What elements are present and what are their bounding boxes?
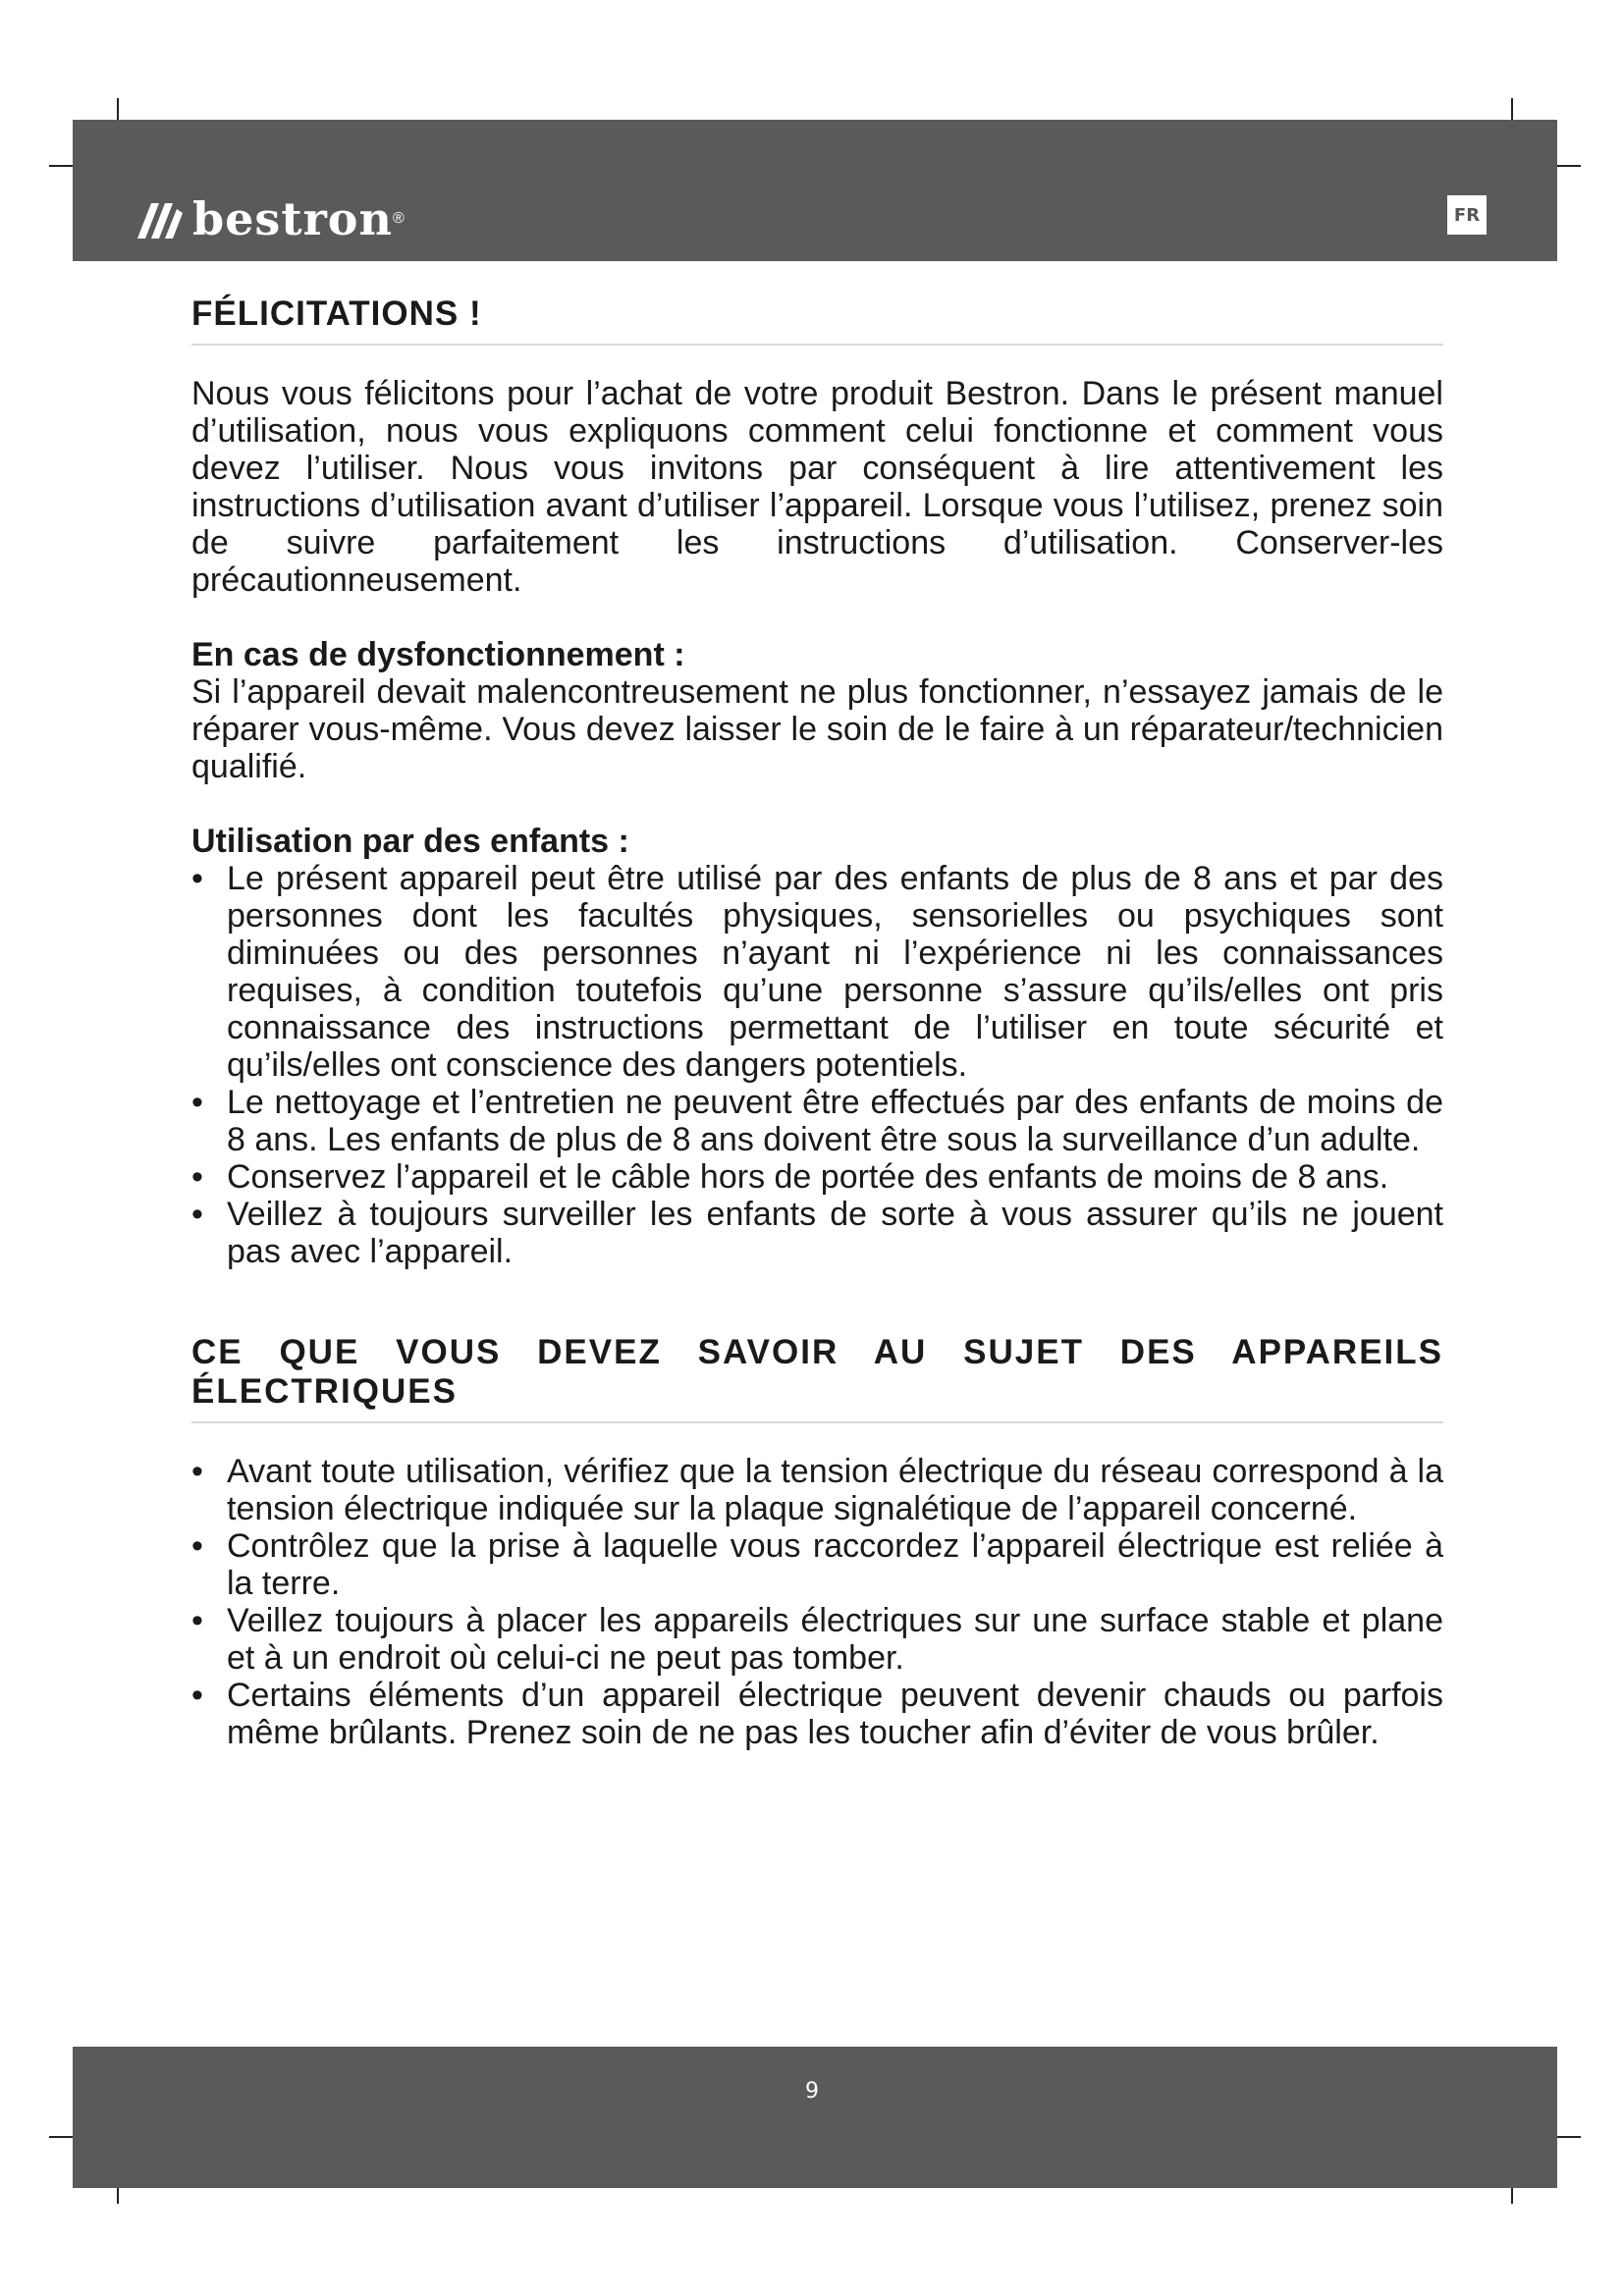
brand-logo: [137, 192, 405, 245]
brand-name: bestron: [192, 192, 393, 245]
list-item: • Conservez l’appareil et le câble hors de portée des enfants de moins de 8 ans.: [191, 1158, 1443, 1196]
brand-chevrons-icon: [137, 199, 185, 239]
list-item: • Avant toute utilisation, vérifiez que la tension électrique du réseau correspond à la tension électrique indiquée sur la plaque signalétique de l’appareil concerné.: [191, 1453, 1443, 1527]
electrical-list: [191, 1453, 1443, 1751]
list-item: • Veillez toujours à placer les appareils électriques sur une surface stable et plane et à un endroit où celui-ci ne peut pas tomber.: [191, 1602, 1443, 1677]
language-badge: FR: [1447, 195, 1487, 235]
list-item: • Veillez à toujours surveiller les enfants de sorte à vous assurer qu’ils ne jouent pas avec l’appareil.: [191, 1196, 1443, 1270]
congrats-title: FÉLICITATIONS !: [191, 294, 482, 333]
malfunction-title: En cas de dysfonctionnement :: [191, 636, 685, 673]
malfunction-section: [191, 636, 1443, 785]
list-item: • Le présent appareil peut être utilisé par des enfants de plus de 8 ans et par des personnes dont les facultés physiques, sensorielles ou psychiques sont diminuées ou des personnes n’ayant ni l’expérience ni les connaissances requises, à condition toutefois qu’une personne s’assure qu’ils/elles ont pris connaissance des instructions permettant de l’utiliser en toute sécurité et qu’ils/elles ont conscience des dangers potentiels.: [191, 860, 1443, 1084]
registered-mark: ®: [392, 210, 405, 227]
children-section: [191, 823, 1443, 1270]
children-title: Utilisation par des enfants :: [191, 823, 629, 860]
electrical-section: [191, 1333, 1443, 1751]
list-item: • Le nettoyage et l’entretien ne peuvent être effectués par des enfants de moins de 8 ans. Les enfants de plus de 8 ans doivent être sous la surveillance d’un adulte.: [191, 1084, 1443, 1158]
list-item: • Contrôlez que la prise à laquelle vous raccordez l’appareil électrique est reliée à la terre.: [191, 1527, 1443, 1602]
congrats-body: Nous vous félicitons pour l’achat de votre produit Bestron. Dans le présent manuel d’utilisation, nous vous expliquons comment celui fonctionne et comment vous devez l’utiliser. Nous vous invitons par conséquent à lire attentivement les instructions d’utilisation avant d’utiliser l’appareil. Lorsque vous l’utilisez, prenez soin de suivre parfaitement les instructions d’utilisation. Conserver-les précautionneusement.: [191, 375, 1443, 599]
title-rule: [191, 344, 1443, 346]
malfunction-body: Si l’appareil devait malencontreusement ne plus fonctionner, n’essayez jamais de le réparer vous-même. Vous devez laisser le soin de le faire à un réparateur/technicien qualifié.: [191, 673, 1443, 785]
congrats-section: [191, 294, 1443, 599]
page-number: 9: [805, 2079, 819, 2104]
title-rule: [191, 1421, 1443, 1423]
list-item: • Certains éléments d’un appareil électrique peuvent devenir chauds ou parfois même brûlants. Prenez soin de ne pas les toucher afin d’éviter de vous brûler.: [191, 1677, 1443, 1751]
page-content: [191, 294, 1443, 1751]
footer-band: [73, 2047, 1557, 2188]
children-list: [191, 860, 1443, 1270]
electrical-title: CE QUE VOUS DEVEZ SAVOIR AU SUJET DES APPAREILS ÉLECTRIQUES: [191, 1333, 1443, 1411]
